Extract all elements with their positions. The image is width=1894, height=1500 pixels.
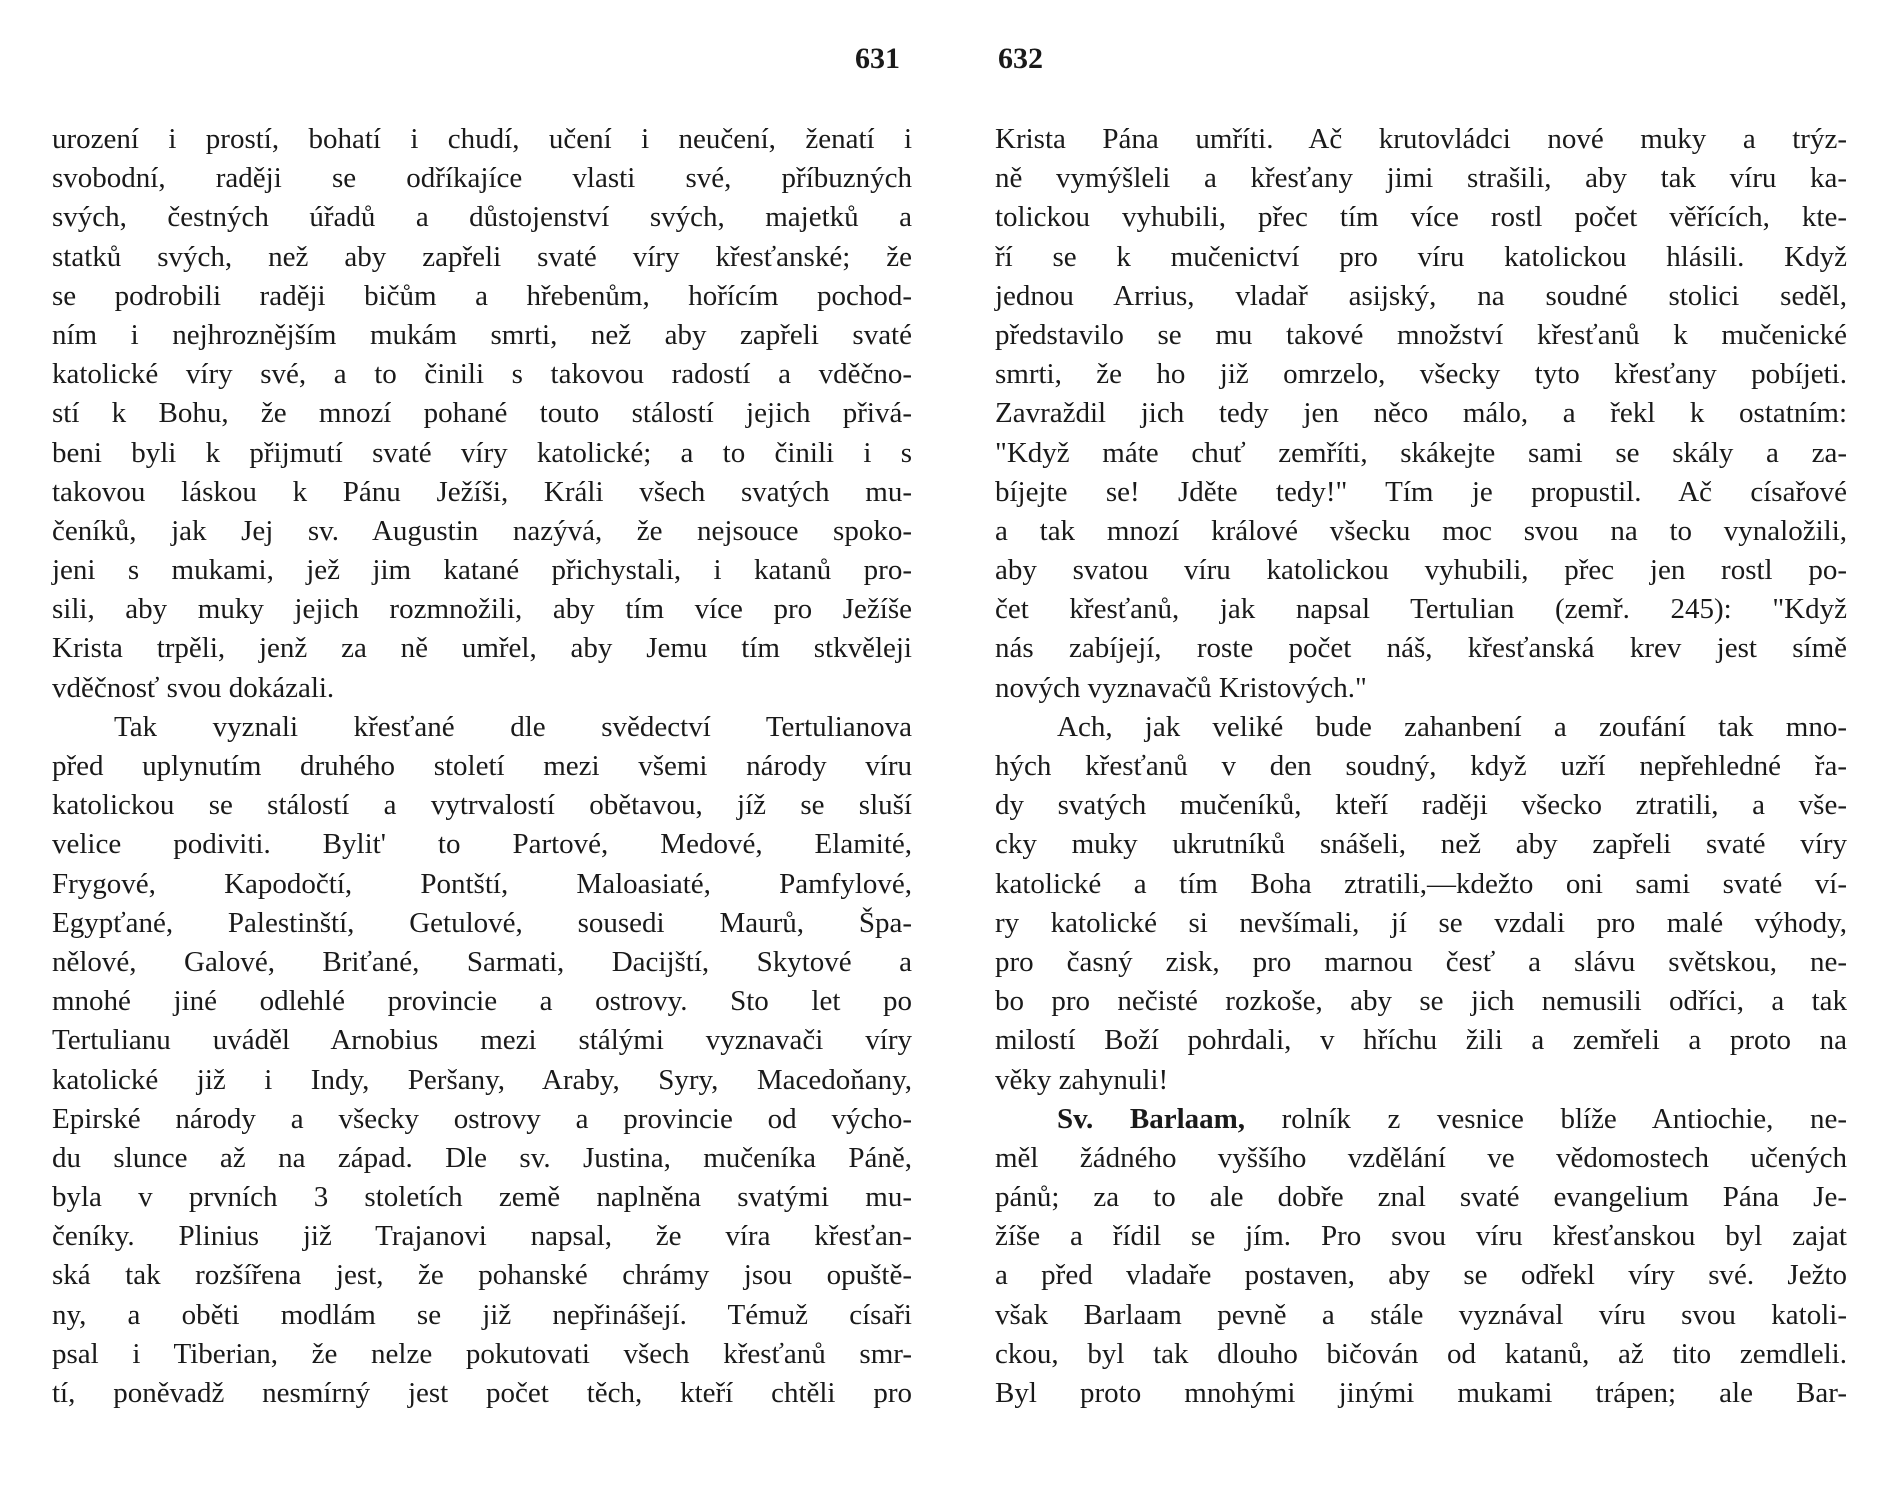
text-line bbox=[52, 786, 912, 825]
line-text: Krista Pána umříti. Ač krutovládci nové muky a trýz- bbox=[995, 123, 1847, 155]
text-line bbox=[995, 238, 1847, 277]
text-line bbox=[52, 1021, 912, 1060]
line-text: rolník z vesnice blíže Antiochie, ne- bbox=[1245, 1102, 1847, 1135]
line-text: mnohé jiné odlehlé provincie a ostrovy. Sto let po bbox=[52, 985, 912, 1018]
text-line bbox=[52, 1256, 912, 1295]
line-text: svých, čestných úřadů a důstojenství svých, majetků a bbox=[52, 201, 912, 234]
text-line bbox=[995, 159, 1847, 198]
line-text: byla v prvních 3 stoletích země naplněna svatými mu- bbox=[52, 1181, 912, 1214]
text-line bbox=[52, 1374, 912, 1413]
line-text: Zavraždil jich tedy jen něco málo, a řekl k ostatním: bbox=[995, 397, 1847, 430]
saint-name: Sv. Barlaam, bbox=[1057, 1102, 1246, 1135]
text-line bbox=[52, 316, 912, 355]
text-line bbox=[995, 1061, 1847, 1100]
line-text: Egypťané, Palestinští, Getulové, sousedi Maurů, Špa- bbox=[52, 906, 912, 939]
text-line bbox=[995, 943, 1847, 982]
text-line bbox=[52, 120, 912, 159]
text-line bbox=[52, 355, 912, 394]
text-line bbox=[995, 982, 1847, 1021]
text-line bbox=[52, 825, 912, 864]
line-text: milostí Boží pohrdali, v hříchu žili a zemřeli a proto na bbox=[995, 1024, 1847, 1057]
text-line bbox=[52, 708, 912, 747]
text-line bbox=[995, 1335, 1847, 1374]
line-text: Frygové, Kapodočtí, Pontští, Maloasiaté, Pamfylové, bbox=[52, 867, 912, 900]
line-text: katolické a tím Boha ztratili,—kdežto oni sami svaté ví- bbox=[995, 867, 1847, 900]
text-line bbox=[52, 198, 912, 237]
line-text: smrti, že ho již omrzelo, všecky tyto křesťany pobíjeti. bbox=[995, 358, 1847, 391]
line-text: Krista trpěli, jenž za ně umřel, aby Jemu tím stkvěleji bbox=[52, 632, 912, 665]
line-text: bo pro nečisté rozkoše, aby se jich nemusili odříci, a tak bbox=[995, 985, 1847, 1018]
text-line bbox=[995, 1296, 1847, 1335]
line-text: ří se k mučenictví pro víru katolickou hlásili. Když bbox=[995, 240, 1847, 273]
text-line bbox=[52, 590, 912, 629]
text-line bbox=[52, 277, 912, 316]
line-text: a před vladaře postaven, aby se odřekl víry své. Ježto bbox=[995, 1259, 1847, 1292]
line-text: a tak mnozí králové všecku moc svou na to vynaložili, bbox=[995, 514, 1847, 547]
text-line bbox=[52, 629, 912, 668]
text-line bbox=[52, 1139, 912, 1178]
line-text: nás zabíjejí, roste počet náš, křesťanská krev jest símě bbox=[995, 632, 1847, 665]
text-line bbox=[995, 865, 1847, 904]
text-line bbox=[995, 590, 1847, 629]
line-text: pro časný zisk, pro marnou česť a slávu světskou, ne- bbox=[995, 945, 1847, 978]
line-text: Tertulianu uváděl Arnobius mezi stálými vyznavači víry bbox=[52, 1024, 912, 1057]
line-text: katolické víry své, a to činili s takovou radostí a vděčno- bbox=[52, 358, 912, 391]
line-text: du slunce až na západ. Dle sv. Justina, mučeníka Páně, bbox=[52, 1141, 912, 1174]
text-line bbox=[52, 669, 912, 708]
text-line bbox=[52, 159, 912, 198]
line-text: ry katolické si nevšímali, jí se vzdali pro malé výhody, bbox=[995, 906, 1847, 939]
line-text: Tak vyznali křesťané dle svědectví Tertulianova bbox=[114, 710, 912, 743]
text-line bbox=[52, 1061, 912, 1100]
line-text: dy svatých mučeníků, kteří raději všecko ztratili, a vše- bbox=[995, 789, 1847, 822]
line-text: katolickou se stálostí a vytrvalostí obětavou, jíž se sluší bbox=[52, 789, 912, 822]
text-line bbox=[995, 1100, 1847, 1139]
line-text: bíjejte se! Jděte tedy!" Tím je propustil. Ač císařové bbox=[995, 475, 1847, 508]
text-line bbox=[52, 1178, 912, 1217]
text-line bbox=[995, 551, 1847, 590]
line-text: tí, poněvadž nesmírný jest počet těch, kteří chtěli pro bbox=[52, 1377, 912, 1409]
text-line bbox=[995, 355, 1847, 394]
line-text: nových vyznavačů Kristových." bbox=[995, 671, 1367, 704]
line-text: urození i prostí, bohatí i chudí, učení i neučení, ženatí i bbox=[52, 123, 912, 155]
text-line bbox=[995, 1217, 1847, 1256]
right-page-text bbox=[995, 120, 1847, 1413]
line-text: představilo se mu takové množství křesťanů k mučenické bbox=[995, 318, 1847, 351]
text-line bbox=[52, 943, 912, 982]
text-line bbox=[52, 1335, 912, 1374]
line-text: nělové, Galové, Briťané, Sarmati, Dacijští, Skytové a bbox=[52, 945, 912, 978]
text-line bbox=[995, 786, 1847, 825]
line-text: ckou, byl tak dlouho bičován od katanů, až tito zemdleli. bbox=[995, 1337, 1847, 1370]
text-line bbox=[52, 512, 912, 551]
line-text: katolické již i Indy, Peršany, Araby, Syry, Macedoňany, bbox=[52, 1063, 912, 1096]
line-text: ny, a oběti modlám se již nepřinášejí. Témuž císaři bbox=[52, 1298, 912, 1331]
text-line bbox=[995, 394, 1847, 433]
text-line bbox=[995, 904, 1847, 943]
text-line bbox=[52, 904, 912, 943]
text-line bbox=[52, 1100, 912, 1139]
line-text: velice podiviti. Bylit' to Partové, Medové, Elamité, bbox=[52, 828, 912, 861]
text-line bbox=[995, 434, 1847, 473]
line-text: statků svých, než aby zapřeli svaté víry křesťanské; že bbox=[52, 240, 912, 273]
line-text: stí k Bohu, že mnozí pohané touto stálostí jejich přivá- bbox=[52, 397, 912, 430]
line-text: "Když máte chuť zemříti, skákejte sami se skály a za- bbox=[995, 436, 1847, 469]
line-text: ně vymýšleli a křesťany jimi strašili, aby tak víru ka- bbox=[995, 162, 1847, 195]
text-line bbox=[995, 708, 1847, 747]
page-number-right: 632 bbox=[998, 42, 1043, 75]
text-line bbox=[995, 473, 1847, 512]
text-line bbox=[995, 512, 1847, 551]
line-text: psal i Tiberian, že nelze pokutovati všech křesťanů smr- bbox=[52, 1337, 912, 1370]
line-text: čet křesťanů, jak napsal Tertulian (zemř. 245): "Když bbox=[995, 593, 1847, 626]
line-text: žíše a řídil se jím. Pro svou víru křesťanskou byl zajat bbox=[995, 1220, 1847, 1253]
text-line bbox=[995, 120, 1847, 159]
line-text: se podrobili raději bičům a hřebenům, hořícím pochod- bbox=[52, 279, 912, 312]
left-page-text bbox=[52, 120, 912, 1413]
text-line bbox=[995, 1256, 1847, 1295]
page-number-left: 631 bbox=[855, 42, 900, 75]
line-text: Byl proto mnohými jinými mukami trápen; ale Bar- bbox=[995, 1377, 1847, 1409]
line-text: vděčnosť svou dokázali. bbox=[52, 671, 335, 704]
line-text: hých křesťanů v den soudný, když uzří nepřehledné řa- bbox=[995, 750, 1847, 782]
text-line bbox=[995, 316, 1847, 355]
text-line bbox=[995, 629, 1847, 668]
text-line bbox=[52, 238, 912, 277]
text-line bbox=[52, 747, 912, 786]
line-text: sili, aby muky jejich rozmnožili, aby tím více pro Ježíše bbox=[52, 593, 912, 626]
line-text: cky muky ukrutníků snášeli, než aby zapřeli svaté víry bbox=[995, 828, 1847, 861]
text-line bbox=[52, 1296, 912, 1335]
line-text: jeni s mukami, jež jim katané přichystali, i katanů pro- bbox=[52, 554, 912, 587]
text-line bbox=[52, 865, 912, 904]
text-line bbox=[52, 551, 912, 590]
text-line bbox=[995, 669, 1847, 708]
text-line bbox=[995, 277, 1847, 316]
line-text: svobodní, raději se odříkajíce vlasti své, příbuzných bbox=[52, 162, 912, 195]
text-line bbox=[995, 825, 1847, 864]
text-line bbox=[52, 1217, 912, 1256]
text-line bbox=[995, 1139, 1847, 1178]
line-text: věky zahynuli! bbox=[995, 1063, 1169, 1096]
text-line bbox=[995, 747, 1847, 786]
text-line bbox=[995, 1021, 1847, 1060]
line-text: však Barlaam pevně a stále vyznával víru svou katoli- bbox=[995, 1298, 1847, 1331]
text-line bbox=[995, 1178, 1847, 1217]
line-text: měl žádného vyššího vzdělání ve vědomostech učených bbox=[995, 1141, 1847, 1174]
text-line bbox=[995, 1374, 1847, 1413]
line-text: před uplynutím druhého století mezi všemi národy víru bbox=[52, 750, 912, 782]
line-text: takovou láskou k Pánu Ježíši, Králi všech svatých mu- bbox=[52, 475, 912, 508]
text-line bbox=[995, 198, 1847, 237]
line-text: ská tak rozšířena jest, že pohanské chrámy jsou opuště- bbox=[52, 1259, 912, 1292]
line-text: Ach, jak veliké bude zahanbení a zoufání tak mno- bbox=[1057, 710, 1847, 743]
line-text: Epirské národy a všecky ostrovy a provincie od výcho- bbox=[52, 1102, 912, 1135]
text-line bbox=[52, 982, 912, 1021]
line-text: jednou Arrius, vladař asijský, na soudné stolici seděl, bbox=[995, 279, 1847, 312]
line-text: beni byli k přijmutí svaté víry katolické; a to činili i s bbox=[52, 436, 912, 469]
line-text: pánů; za to ale dobře znal svaté evangelium Pána Je- bbox=[995, 1181, 1847, 1214]
line-text: čeníky. Plinius již Trajanovi napsal, že víra křesťan- bbox=[52, 1220, 912, 1253]
line-text: ním i nejhroznějším mukám smrti, než aby zapřeli svaté bbox=[52, 318, 912, 351]
text-line bbox=[52, 473, 912, 512]
line-text: tolickou vyhubili, přec tím více rostl počet věřících, kte- bbox=[995, 201, 1847, 234]
line-text: aby svatou víru katolickou vyhubili, přec jen rostl po- bbox=[995, 554, 1847, 587]
text-line bbox=[52, 394, 912, 433]
line-text: čeníků, jak Jej sv. Augustin nazývá, že nejsouce spoko- bbox=[52, 514, 912, 547]
text-line bbox=[52, 434, 912, 473]
